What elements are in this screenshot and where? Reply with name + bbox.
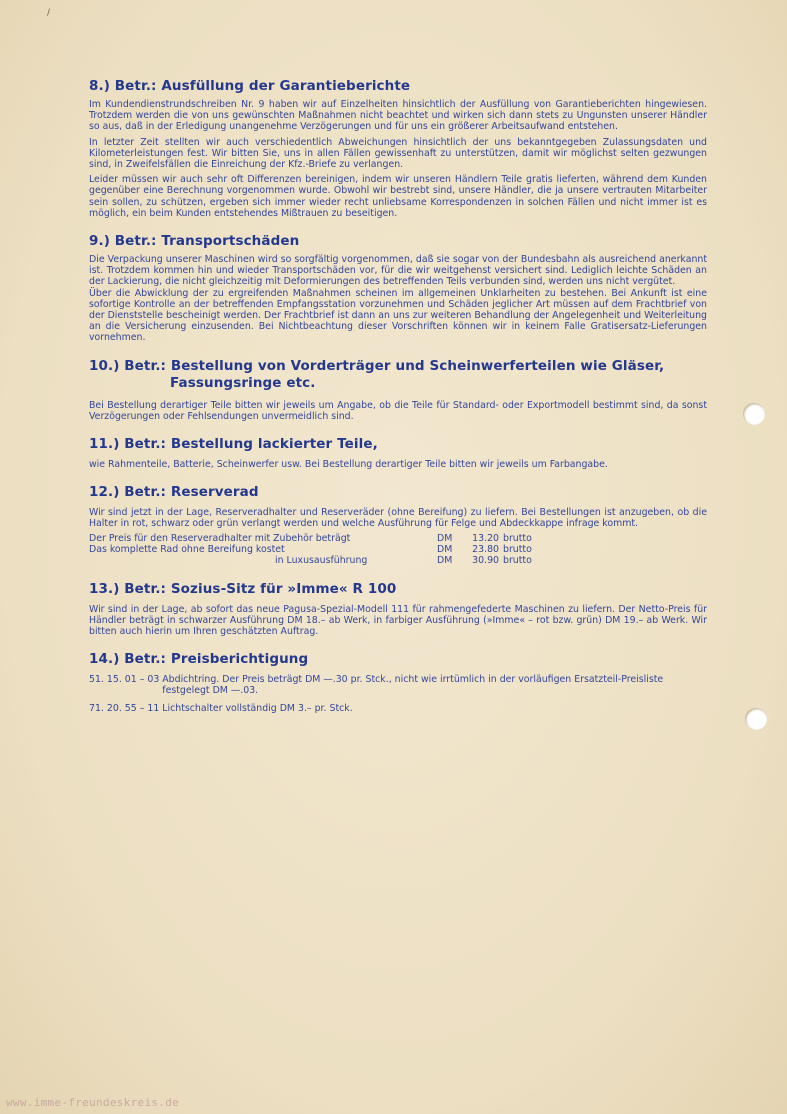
price-row — [89, 555, 707, 566]
price-row — [89, 533, 707, 544]
part-number: 71. 20. 55 – 11 — [89, 702, 163, 714]
price-amount: 30.90 — [472, 555, 499, 567]
price-currency: DM — [437, 532, 453, 544]
section-10-paragraph-1: Bei Bestellung derartiger Teile bitten wir jeweils um Angabe, ob die Teile für Standard- oder Exportmodell bestimmt sind, da sonst Verzögerungen oder Fehlsendungen unvermeidlich sind. — [89, 399, 707, 422]
section-10 — [89, 358, 707, 422]
section-11-heading: 11.) Betr.: Bestellung lackierter Teile, — [89, 436, 378, 453]
section-12-paragraph-1: Wir sind jetzt in der Lage, Reserveradhalter und Reserveräder (ohne Bereifung) zu liefern. Bei Bestellungen ist anzugeben, ob die Halter in rot, schwarz oder grün verlangt werden und welche Ausführung für Felge und Abdeckkappe infrage kommt. — [89, 507, 707, 530]
section-13-paragraph-1: Wir sind in der Lage, ab sofort das neue Pagusa-Spezial-Modell 111 für rahmengefederte Maschinen zu liefern. Der Netto-Preis für Händler beträgt in schwarzer Ausführung DM 18.– ab Werk, in farbiger Ausführung (»Imme« – rot bzw. grün) DM 19.– ab Werk. Wir bitten auch hierin um Ihren geschätzten Auftrag. — [89, 603, 707, 637]
price-label: Das komplette Rad ohne Bereifung kostet — [89, 543, 285, 555]
section-8-paragraph-2: In letzter Zeit stellten wir auch verschiedentlich Abweichungen hinsichtlich der uns bekanntgegeben Zulassungsdaten und Kilometerleistungen fest. Wir bitten Sie, uns in allen Fällen gewissenhaft zu unterstützen, damit wir möglichst selten gezwungen sind, in Zweifelsfällen die Einreichung der Kfz.-Briefe zu verlangen. — [89, 136, 707, 171]
section-9-paragraph-1: Die Verpackung unserer Maschinen wird so sorgfältig vorgenommen, daß sie sogar von der Bundesbahn als ausreichend anerkannt ist. Trotzdem kommen hin und wieder Transportschäden vor, für die wir weitgehenst versichert sind. Lediglich leichte Schäden an der Lackierung, die nicht gleichzeitig mit Deformierungen des betreffenden Teils verbunden sind, werden uns nicht vergütet. — [89, 254, 707, 288]
section-14-heading: 14.) Betr.: Preisberichtigung — [89, 651, 309, 668]
price-note: brutto — [503, 532, 532, 544]
price-label: in Luxusausführung — [275, 555, 368, 567]
section-14 — [89, 651, 707, 714]
section-9-paragraph-2: Über die Abwicklung der zu ergreifenden Maßnahmen scheinen im allgemeinen Unklarheiten zu bestehen. Bei Ankunft ist eine sofortige Kontrolle an der betreffenden Empfangsstation vorzunehmen und Schäden jeglicher Art müssen auf dem Frachtbrief von der Dienststelle bescheinigt werden. Der Frachtbrief ist dann an uns zur weiteren Behandlung der Angelegenheit und Weiterleitung an die Versicherung einzusenden. Bei Nichtbeachtung dieser Vorschriften können wir in keinem Falle Gratisersatz-Lieferungen vornehmen. — [89, 287, 707, 344]
punch-hole-lower — [745, 708, 767, 730]
section-11 — [89, 436, 707, 470]
correction-item — [89, 674, 707, 697]
price-row — [89, 544, 707, 555]
correction-text: Lichtschalter vollständig DM 3.– pr. Stck. — [162, 702, 353, 714]
section-12-heading: 12.) Betr.: Reserverad — [89, 484, 259, 501]
section-8-heading: 8.) Betr.: Ausfüllung der Garantieberichte — [89, 78, 411, 94]
punch-hole-upper — [743, 403, 765, 425]
price-note: brutto — [503, 555, 532, 567]
section-8-paragraph-1: Im Kundendienstrundschreiben Nr. 9 haben wir auf Einzelheiten hinsichtlich der Ausfüllung von Garantieberichten hingewiesen. Trotzdem werden die von uns gewünschten Maßnahmen nicht beachtet und wirken sich dann stets zu Ungunsten unserer Händler so aus, daß in der Erledigung unangenehme Verzögerungen und für uns ein größerer Arbeitsaufwand entstehen. — [89, 99, 707, 133]
section-13-heading: 13.) Betr.: Sozius-Sitz für »Imme« R 100 — [89, 580, 397, 597]
price-label: Der Preis für den Reserveradhalter mit Zubehör beträgt — [89, 532, 351, 544]
website-watermark: www.imme-freundeskreis.de — [6, 1096, 180, 1109]
price-currency: DM — [437, 543, 453, 555]
price-currency: DM — [437, 555, 453, 567]
section-8-paragraph-3: Leider müssen wir auch sehr oft Differenzen bereinigen, indem wir unseren Händlern Teile gratis lieferten, während dem Kunden gegenüber eine Berechnung vorgenommen wurde. Obwohl wir bestrebt sind, unsere Händler, die ja unsere vertrauten Mitarbeiter sein sollen, zu schützen, ergeben sich immer wieder recht unliebsame Korrespondenzen in solchen Fällen und nicht immer ist es möglich, ein beim Kunden entstehendes Mißtrauen zu beseitigen. — [89, 174, 707, 219]
section-11-paragraph-1: wie Rahmenteile, Batterie, Scheinwerfer usw. Bei Bestellung derartiger Teile bitten wir jeweils um Farbangabe. — [89, 459, 608, 471]
price-note: brutto — [503, 543, 532, 555]
price-amount: 13.20 — [472, 532, 499, 544]
part-number: 51. 15. 01 – 03 — [89, 674, 163, 686]
correction-text: Abdichtring. Der Preis beträgt DM —.30 pr. Stck., nicht wie irrtümlich in der vorläufigen Ersatzteil-Preisliste festgelegt DM —.03. — [162, 674, 664, 697]
price-amount: 23.80 — [472, 543, 499, 555]
correction-item — [89, 703, 707, 714]
section-13 — [89, 581, 707, 638]
section-10-heading-line-2: Fassungsringe etc. — [170, 374, 316, 391]
section-9-heading: 9.) Betr.: Transportschäden — [89, 233, 300, 250]
section-8 — [89, 78, 707, 219]
section-9 — [89, 233, 707, 344]
document-body — [89, 78, 707, 728]
pencil-mark: / — [47, 8, 51, 18]
section-10-heading-line-1: 10.) Betr.: Bestellung von Vorderträger und Scheinwerferteilen wie Gläser, — [89, 357, 665, 374]
section-12 — [89, 484, 707, 566]
